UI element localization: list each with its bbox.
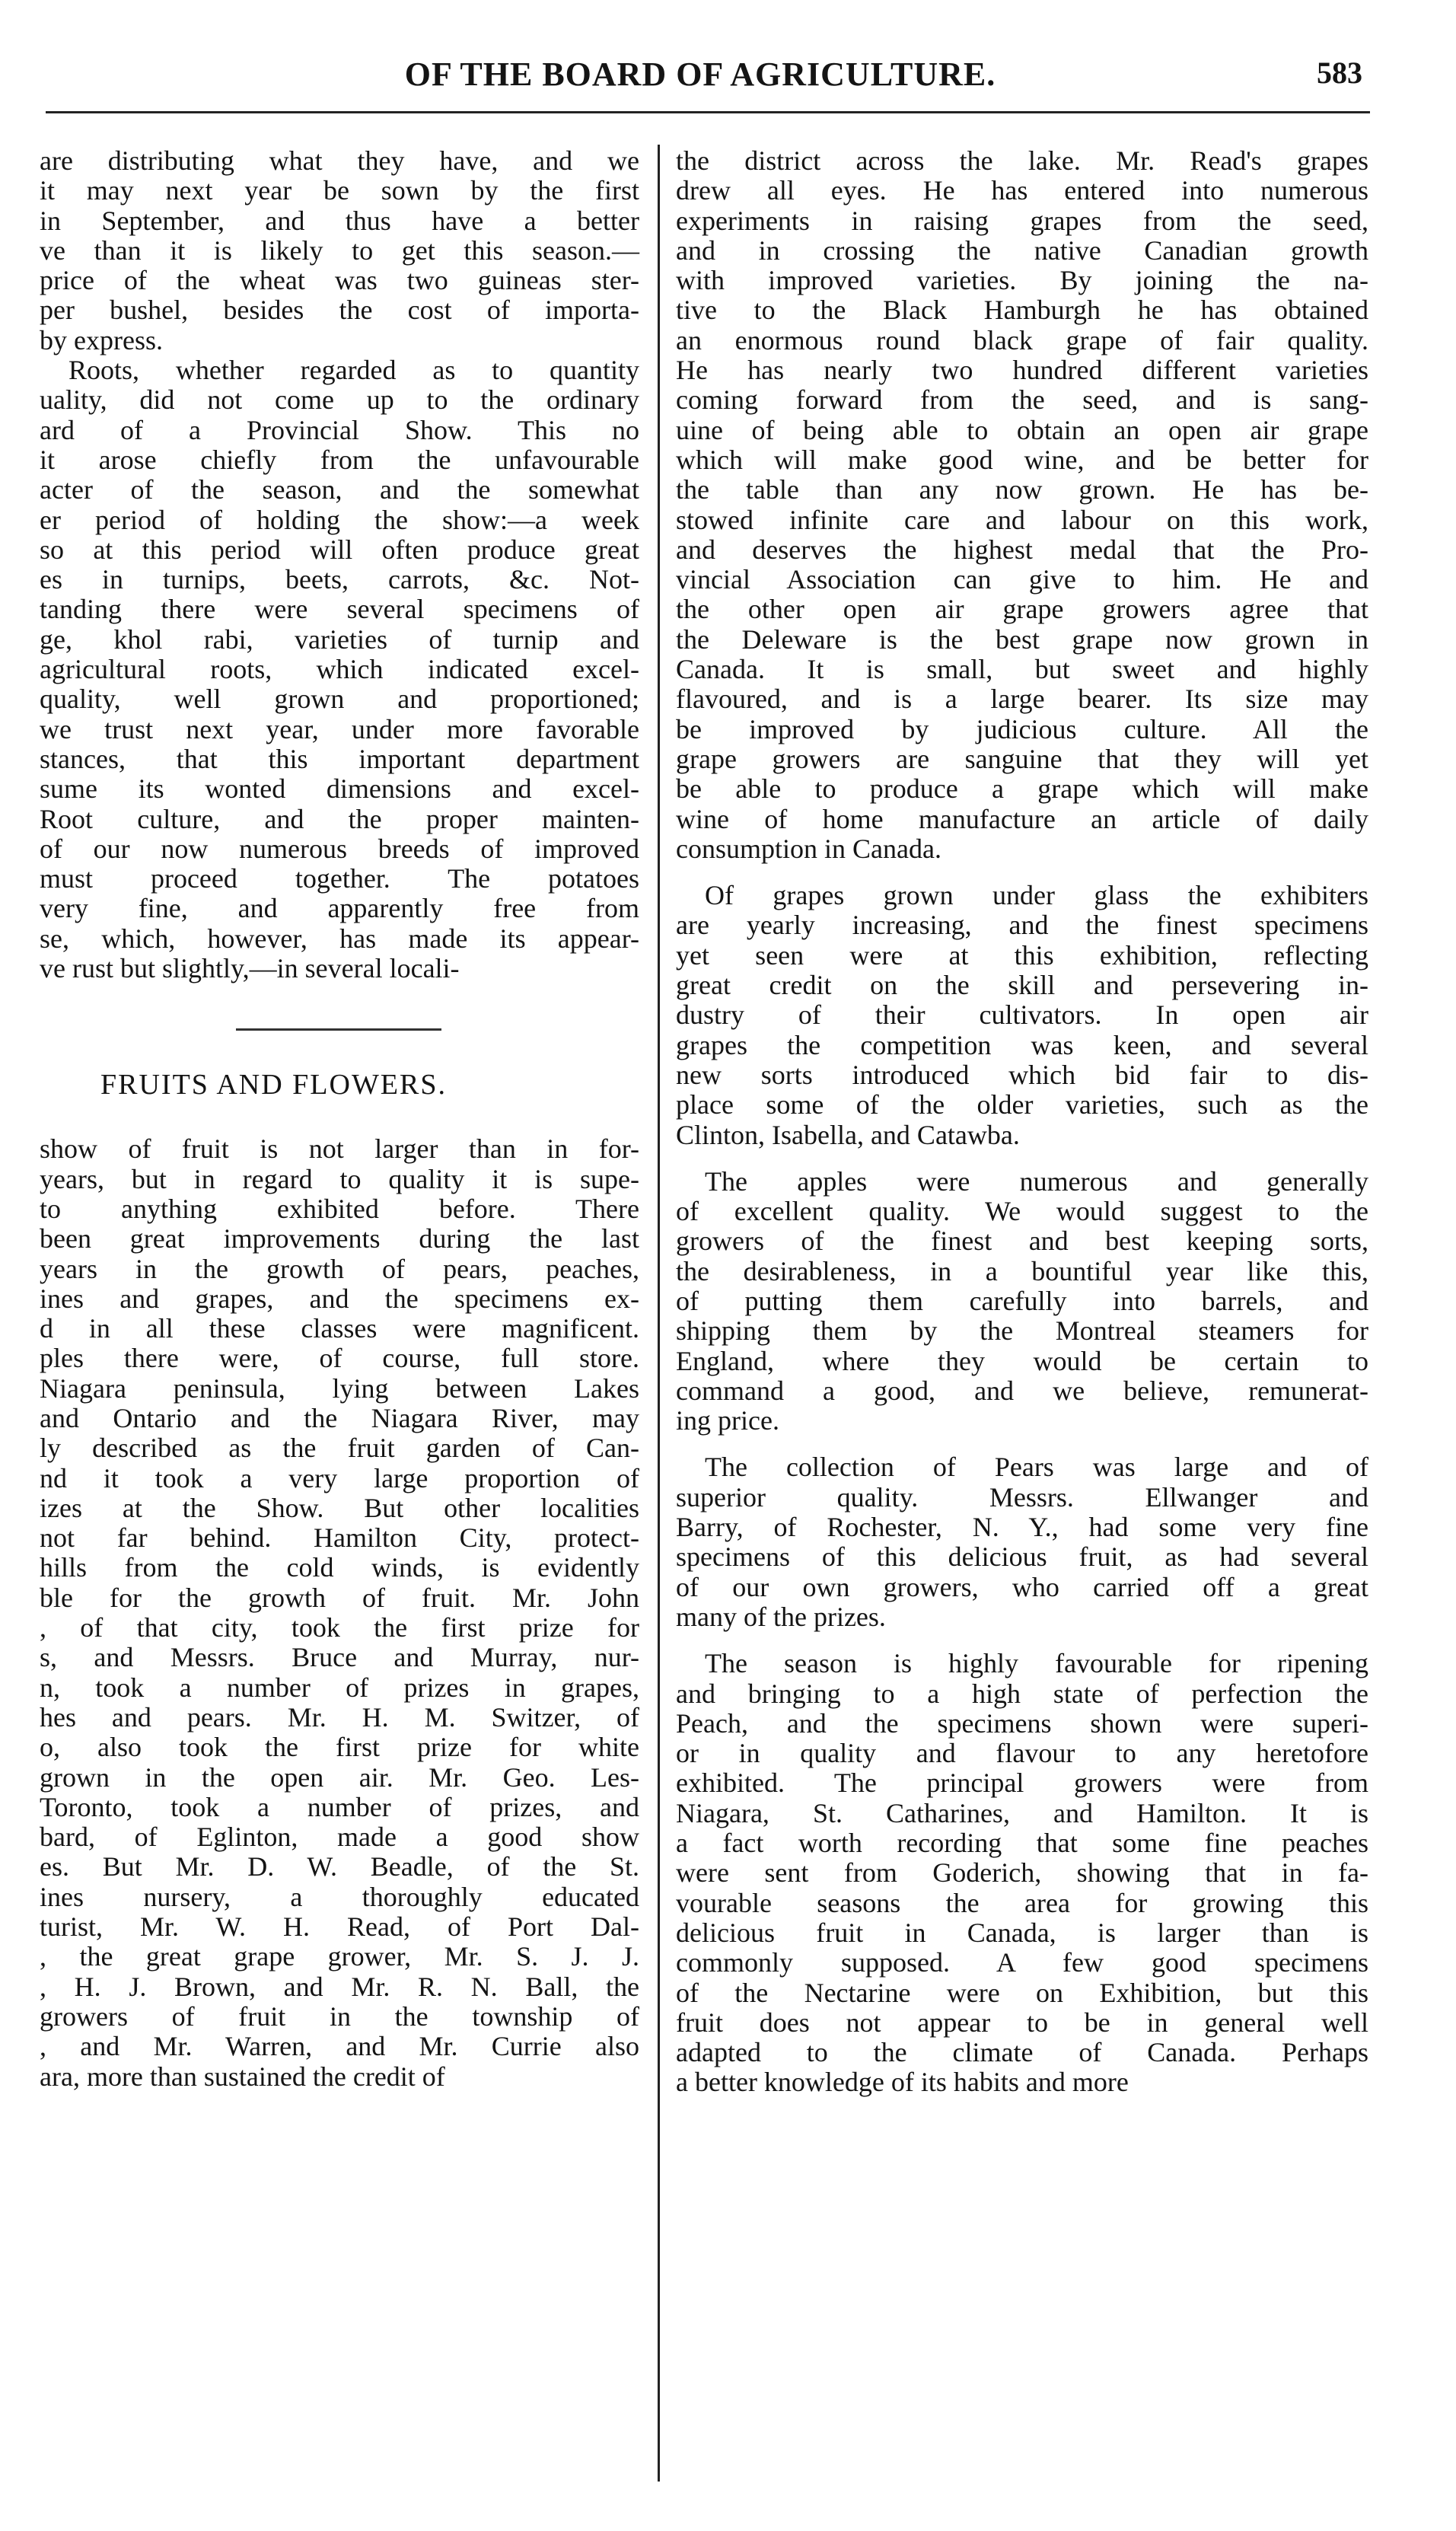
text-line: and in crossing the native Canadian growth (676, 234, 1368, 266)
text-line: hes and pears. Mr. H. M. Switzer, of (40, 1701, 639, 1732)
text-line: acter of the season, and the somewhat (40, 474, 639, 505)
text-line: Roots, whether regarded as to quantity (68, 355, 639, 386)
text-line: be able to produce a grape which will make (676, 773, 1368, 805)
text-line: The apples were numerous and generally (705, 1165, 1368, 1197)
text-line: hills from the cold winds, is evidently (40, 1552, 639, 1583)
text-line: and Ontario and the Niagara River, may (40, 1402, 639, 1433)
text-line: very fine, and apparently free from (40, 893, 639, 924)
text-line: , and Mr. Warren, and Mr. Currie also (40, 2031, 639, 2062)
text-line: , of that city, took the first prize for (40, 1612, 639, 1643)
text-line: es. But Mr. D. W. Beadle, of the St. (40, 1851, 639, 1882)
text-line: quality, well grown and proportioned; (40, 684, 639, 715)
text-line: grown in the open air. Mr. Geo. Les- (40, 1761, 639, 1793)
text-line: Toronto, took a number of prizes, and (40, 1791, 639, 1822)
text-line: a better knowledge of its habits and more (676, 2067, 1129, 2098)
paragraph-spacer (676, 1436, 1368, 1452)
text-line: new sorts introduced which bid fair to dis- (676, 1059, 1368, 1090)
text-line: ve than it is likely to get this season.— (40, 234, 639, 266)
text-line: tive to the Black Hamburgh he has obtained (676, 295, 1368, 326)
paragraph (676, 1452, 1368, 1632)
text-line: vourable seasons the area for growing this (676, 1887, 1368, 1918)
text-line: es in turnips, beets, carrots, &c. Not- (40, 564, 639, 595)
paragraph (676, 1167, 1368, 1436)
page-header-title: OF THE BOARD OF AGRICULTURE. (404, 56, 996, 93)
text-line: Barry, of Rochester, N. Y., had some very fine (676, 1512, 1368, 1543)
text-line: stowed infinite care and labour on this work, (676, 504, 1368, 535)
text-line: it arose chiefly from the unfavourable (40, 444, 639, 475)
text-line: been great improvements during the last (40, 1223, 639, 1254)
text-line: ly described as the fruit garden of Can- (40, 1433, 639, 1464)
text-line: per bushel, besides the cost of importa- (40, 295, 639, 326)
text-line: o, also took the first prize for white (40, 1732, 639, 1763)
text-line: adapted to the climate of Canada. Perhaps (676, 2037, 1368, 2068)
paragraph-spacer (676, 864, 1368, 881)
text-line: d in all these classes were magnificent. (40, 1313, 639, 1344)
text-line: growers of fruit in the township of (40, 2000, 639, 2032)
running-head (30, 50, 1370, 119)
text-line: yet seen were at this exhibition, reflecting (676, 939, 1368, 971)
text-line: price of the wheat was two guineas ster- (40, 265, 639, 296)
text-line: wine of home manufacture an article of daily (676, 803, 1368, 834)
text-line: the table than any now grown. He has be- (676, 474, 1368, 505)
text-line: ble for the growth of fruit. Mr. John (40, 1582, 639, 1613)
text-line: which will make good wine, and be better for (676, 444, 1368, 475)
text-line: consumption in Canada. (676, 833, 941, 864)
text-line: a fact worth recording that some fine peaches (676, 1828, 1368, 1859)
text-line: ines nursery, a thoroughly educated (40, 1881, 639, 1912)
text-line: n, took a number of prizes in grapes, (40, 1672, 639, 1703)
text-line: it may next year be sown by the first (40, 175, 639, 206)
text-line: turist, Mr. W. H. Read, of Port Dal- (40, 1911, 639, 1943)
text-line: sume its wonted dimensions and excel- (40, 773, 639, 805)
text-line: great credit on the skill and persevering in- (676, 970, 1368, 1001)
text-line: show of fruit is not larger than in for- (40, 1133, 639, 1165)
text-line: The collection of Pears was large and of (705, 1452, 1368, 1483)
text-line: of putting them carefully into barrels, and (676, 1285, 1368, 1316)
text-line: England, where they would be certain to (676, 1345, 1368, 1376)
text-line: the desirableness, in a bountiful year like this, (676, 1255, 1368, 1286)
text-line: dustry of their cultivators. In open air (676, 999, 1368, 1031)
text-line: place some of the older varieties, such as the (676, 1089, 1368, 1120)
text-line: ing price. (676, 1405, 779, 1436)
text-line: years in the growth of pears, peaches, (40, 1253, 639, 1284)
text-line: years, but in regard to quality it is supe- (40, 1163, 639, 1194)
text-line: Peach, and the specimens shown were superi- (676, 1707, 1368, 1739)
text-line: uine of being able to obtain an open air grape (676, 414, 1368, 445)
column-divider (658, 145, 660, 2482)
text-line: Of grapes grown under glass the exhibiters (705, 880, 1368, 911)
text-line: or in quality and flavour to any heretofore (676, 1738, 1368, 1769)
text-line: Clinton, Isabella, and Catawba. (676, 1119, 1020, 1150)
left-text-block-fruits (40, 1134, 639, 2092)
text-line: ard of a Provincial Show. This no (40, 414, 639, 445)
section-rule (40, 1021, 639, 1039)
text-line: stances, that this important department (40, 743, 639, 774)
text-line: the district across the lake. Mr. Read's grapes (676, 145, 1368, 176)
text-line: ara, more than sustained the credit of (40, 2061, 445, 2092)
left-column (40, 146, 639, 2092)
text-line: , the great grape grower, Mr. S. J. J. (40, 1941, 639, 1972)
text-line: ines and grapes, and the specimens ex- (40, 1283, 639, 1314)
text-line: the other open air grape growers agree that (676, 594, 1368, 625)
header-rule (46, 111, 1370, 113)
text-line: exhibited. The principal growers were from (676, 1768, 1368, 1799)
section-spacer (40, 983, 639, 1021)
left-text-block (40, 146, 639, 983)
page-number: 583 (1317, 56, 1362, 90)
text-line: flavoured, and is a large bearer. Its size may (676, 684, 1368, 715)
text-line: superior quality. Messrs. Ellwanger and (676, 1481, 1368, 1513)
text-line: agricultural roots, which indicated excel- (40, 654, 639, 685)
text-line: uality, did not come up to the ordinary (40, 384, 639, 416)
text-line: of our own growers, who carried off a great (676, 1571, 1368, 1602)
text-line: and bringing to a high state of perfection the (676, 1678, 1368, 1709)
text-line: coming forward from the seed, and is sang- (676, 384, 1368, 416)
text-line: of the Nectarine were on Exhibition, but this (676, 1977, 1368, 2008)
text-line: growers of the finest and best keeping sorts, (676, 1226, 1368, 1257)
text-line: , H. J. Brown, and Mr. R. N. Ball, the (40, 1971, 639, 2002)
text-line: be improved by judicious culture. All the (676, 713, 1368, 744)
text-line: so at this period will often produce great (40, 534, 639, 565)
text-line: ve rust but slightly,—in several locali- (40, 953, 460, 984)
text-line: drew all eyes. He has entered into numerous (676, 175, 1368, 206)
text-line: in September, and thus have a better (40, 205, 639, 236)
text-line: bard, of Eglinton, made a good show (40, 1822, 639, 1853)
text-line: by express. (40, 324, 163, 355)
text-line: specimens of this delicious fruit, as had several (676, 1541, 1368, 1573)
text-line: must proceed together. The potatoes (40, 863, 639, 894)
text-line: and deserves the highest medal that the Pro- (676, 534, 1368, 565)
text-line: vincial Association can give to him. He and (676, 564, 1368, 595)
text-line: the Deleware is the best grape now grown in (676, 623, 1368, 655)
text-line: commonly supposed. A few good specimens (676, 1947, 1368, 1978)
text-line: se, which, however, has made its appear- (40, 923, 639, 954)
text-line: Niagara peninsula, lying between Lakes (40, 1372, 639, 1404)
right-column (676, 146, 1368, 2098)
text-line: are distributing what they have, and we (40, 145, 639, 176)
text-line: izes at the Show. But other localities (40, 1492, 639, 1523)
text-line: to anything exhibited before. There (40, 1193, 639, 1224)
text-line: The season is highly favourable for ripening (705, 1648, 1368, 1679)
paragraph (676, 146, 1368, 864)
section-title: FRUITS AND FLOWERS. (100, 1069, 447, 1101)
text-line: of our now numerous breeds of improved (40, 833, 639, 864)
text-line: with improved varieties. By joining the na- (676, 265, 1368, 296)
text-line: ge, khol rabi, varieties of turnip and (40, 623, 639, 655)
text-line: many of the prizes. (676, 1601, 886, 1632)
text-line: command a good, and we believe, remunerat- (676, 1375, 1368, 1406)
text-line: we trust next year, under more favorable (40, 713, 639, 744)
paragraph (676, 1649, 1368, 2097)
text-line: experiments in raising grapes from the seed, (676, 205, 1368, 236)
text-line: nd it took a very large proportion of (40, 1462, 639, 1493)
text-line: are yearly increasing, and the finest specimens (676, 910, 1368, 941)
text-line: shipping them by the Montreal steamers for (676, 1315, 1368, 1347)
text-line: He has nearly two hundred different varieties (676, 355, 1368, 386)
text-line: grape growers are sanguine that they will yet (676, 743, 1368, 774)
text-line: delicious fruit in Canada, is larger than is (676, 1917, 1368, 1948)
text-line: Root culture, and the proper mainten- (40, 803, 639, 834)
text-line: grapes the competition was keen, and several (676, 1029, 1368, 1060)
text-line: not far behind. Hamilton City, protect- (40, 1522, 639, 1554)
paragraph-spacer (676, 1150, 1368, 1167)
text-line: an enormous round black grape of fair quality. (676, 324, 1368, 355)
paragraph (676, 881, 1368, 1150)
text-line: were sent from Goderich, showing that in fa- (676, 1857, 1368, 1889)
paragraph-spacer (676, 1632, 1368, 1649)
text-line: tanding there were several specimens of (40, 594, 639, 625)
text-line: Canada. It is small, but sweet and highly (676, 654, 1368, 685)
text-line: s, and Messrs. Bruce and Murray, nur- (40, 1642, 639, 1673)
text-line: fruit does not appear to be in general well (676, 2007, 1368, 2038)
text-line: Niagara, St. Catharines, and Hamilton. It is (676, 1797, 1368, 1828)
text-line: er period of holding the show:—a week (40, 504, 639, 535)
text-line: of excellent quality. We would suggest to the (676, 1196, 1368, 1227)
text-line: ples there were, of course, full store. (40, 1343, 639, 1374)
